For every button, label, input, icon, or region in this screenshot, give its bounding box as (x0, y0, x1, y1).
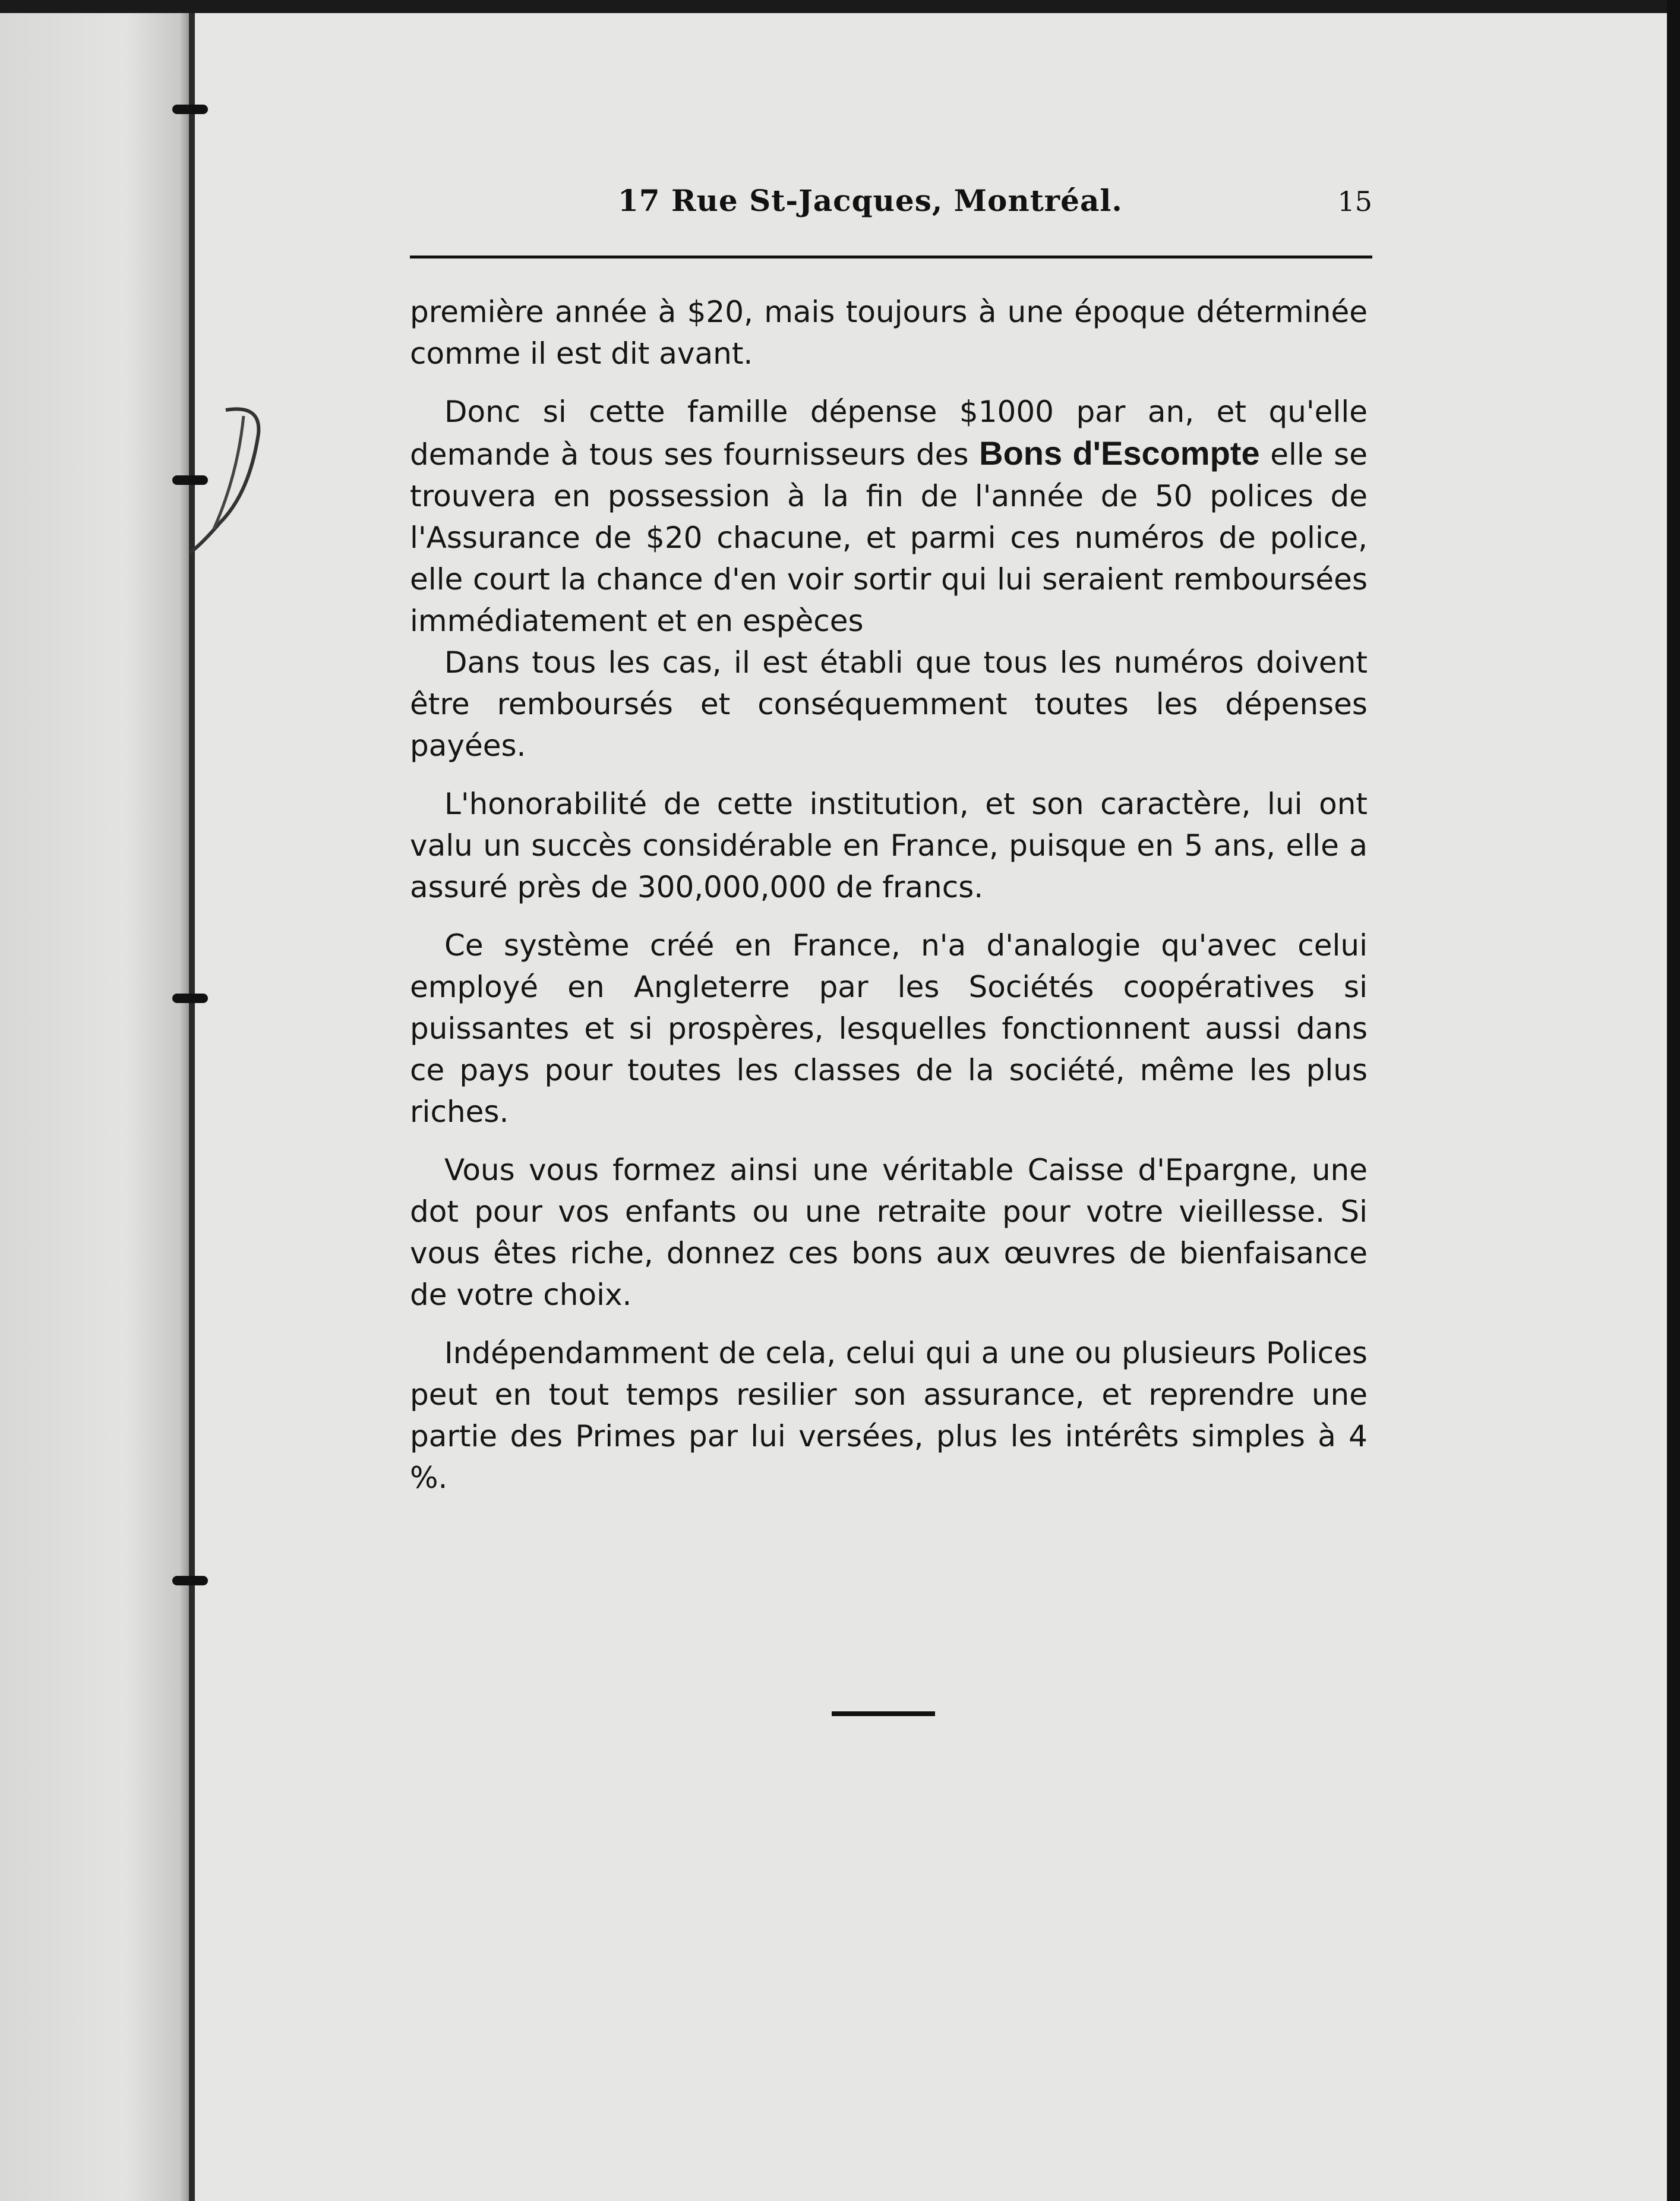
paragraph: L'honorabilité de cette institution, et son caractère, lui ont valu un succès considérable en France, puisque en 5 ans, elle a assuré près de 300,000,000 de francs. (410, 787, 1368, 904)
paragraph: Donc si cette famille dépense $1000 par an, et qu'elle demande à tous ses fournisseurs des Bons d'Escompte elle se trouvera en possession à la fin de l'année de 50 polices de l'Assurance de $20 chacune, et parmi ces numéros de police, elle court la chance d'en voir sortir qui lui seraient remboursées immédiatement et en espèces (410, 395, 1368, 638)
body-text (410, 291, 1368, 1499)
binding-gutter (0, 0, 178, 2201)
page-header (410, 183, 1372, 225)
spine-line (189, 0, 195, 2201)
paragraph: Indépendamment de cela, celui qui a une ou plusieurs Polices peut en tout temps resilier son assurance, et reprendre une partie des Primes par lui versées, plus les intérêts simples à 4 %. (410, 1336, 1368, 1495)
paragraph: Dans tous les cas, il est établi que tous les numéros doivent être remboursés et conséquemment toutes les dépenses payées. (410, 645, 1368, 763)
binding-stitch (172, 1576, 208, 1585)
spine-shadow (178, 0, 189, 2201)
binding-stitch (172, 994, 208, 1003)
paragraph: première année à $20, mais toujours à une époque déterminée comme il est dit avant. (410, 295, 1368, 371)
paragraph: Ce système créé en France, n'a d'analogie qu'avec celui employé en Angleterre par les Sociétés coopératives si puissantes et si prospères, lesquelles fonctionnent aussi dans ce pays pour toutes les classes de la société, même les plus riches. (410, 928, 1368, 1129)
scan-top-edge (0, 0, 1680, 13)
running-head: 17 Rue St-Jacques, Montréal. (618, 183, 1123, 218)
pencil-bracket-mark (178, 404, 267, 559)
page-number: 15 (1337, 185, 1372, 217)
scan-right-edge (1667, 0, 1680, 2201)
paragraph: Vous vous formez ainsi une véritable Caisse d'Epargne, une dot pour vos enfants ou une retraite pour votre vieillesse. Si vous êtes riche, donnez ces bons aux œuvres de bienfaisance de votre choix. (410, 1153, 1368, 1312)
emphasis-bons-escompte: Bons d'Escompte (979, 434, 1260, 472)
end-rule (832, 1711, 935, 1716)
header-rule (410, 256, 1372, 258)
binding-stitch (172, 105, 208, 114)
